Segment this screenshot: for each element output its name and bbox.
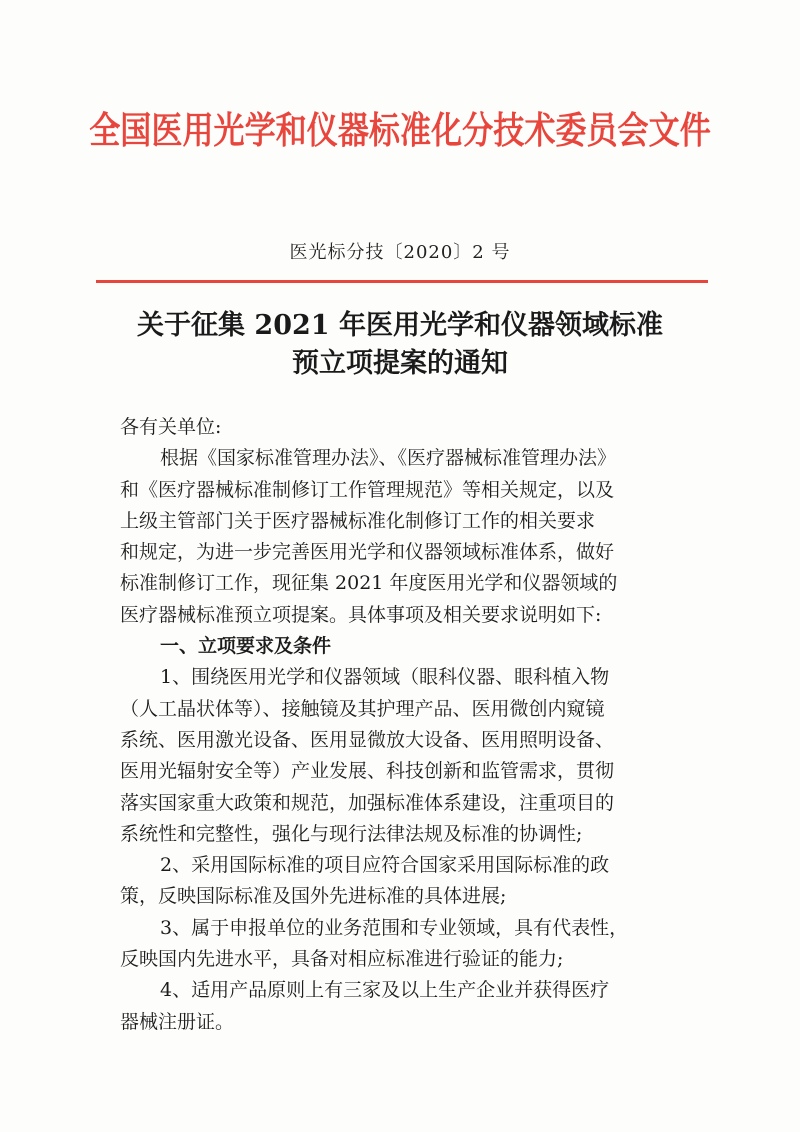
paragraph-line: 1、围绕医用光学和仪器领域（眼科仪器、眼科植入物 — [160, 666, 610, 689]
paragraph-line: 上级主管部门关于医疗器械标准化制修订工作的相关要求 — [120, 509, 596, 532]
paragraph-line: 落实国家重大政策和规范，加强标准体系建设，注重项目的 — [120, 791, 615, 814]
paragraph-line: 反映国内先进水平，具备对相应标准进行验证的能力; — [120, 948, 564, 971]
paragraph-line: 器械注册证。 — [120, 1010, 235, 1033]
notice-title-line-1: 关于征集 2021 年医用光学和仪器领域标准 — [137, 310, 663, 341]
paragraph-line: 2、采用国际标准的项目应符合国家采用国际标准的政 — [160, 854, 610, 877]
notice-title-line-2: 预立项提案的通知 — [292, 348, 508, 379]
paragraph-line: 系统性和完整性，强化与现行法律法规及标准的协调性; — [120, 822, 583, 845]
paragraph-line: 系统、医用激光设备、医用显微放大设备、医用照明设备、 — [120, 728, 615, 751]
notice-body — [120, 412, 690, 1038]
paragraph-line: 和《医疗器械标准制修订工作管理规范》等相关规定，以及 — [120, 478, 615, 501]
paragraph-line: 4、适用产品原则上有三家及以上生产企业并获得医疗 — [160, 979, 610, 1002]
red-divider-line — [96, 280, 708, 283]
paragraph-line: 和规定，为进一步完善医用光学和仪器领域标准体系，做好 — [120, 541, 615, 564]
paragraph-line: 标准制修订工作，现征集 2021 年度医用光学和仪器领域的 — [120, 572, 618, 595]
paragraph-line: 策，反映国际标准及国外先进标准的具体进展; — [120, 885, 507, 908]
paragraph-line: 3、属于申报单位的业务范围和专业领域，具有代表性， — [160, 916, 629, 939]
paragraph-line: 医用光辐射安全等）产业发展、科技创新和监管需求，贯彻 — [120, 760, 615, 783]
org-header-title: 全国医用光学和仪器标准化分技术委员会文件 — [89, 109, 711, 152]
salutation: 各有关单位: — [120, 416, 222, 438]
paragraph-line: （人工晶状体等）、接触镜及其护理产品、医用微创内窥镜 — [120, 697, 605, 720]
document-number: 医光标分技〔2020〕2 号 — [289, 242, 511, 263]
paragraph-line: 医疗器械标准预立项提案。具体事项及相关要求说明如下: — [120, 603, 602, 626]
paragraph-line: 根据《国家标准管理办法》、《医疗器械标准管理办法》 — [160, 447, 617, 470]
section-heading: 一、立项要求及条件 — [160, 635, 332, 658]
